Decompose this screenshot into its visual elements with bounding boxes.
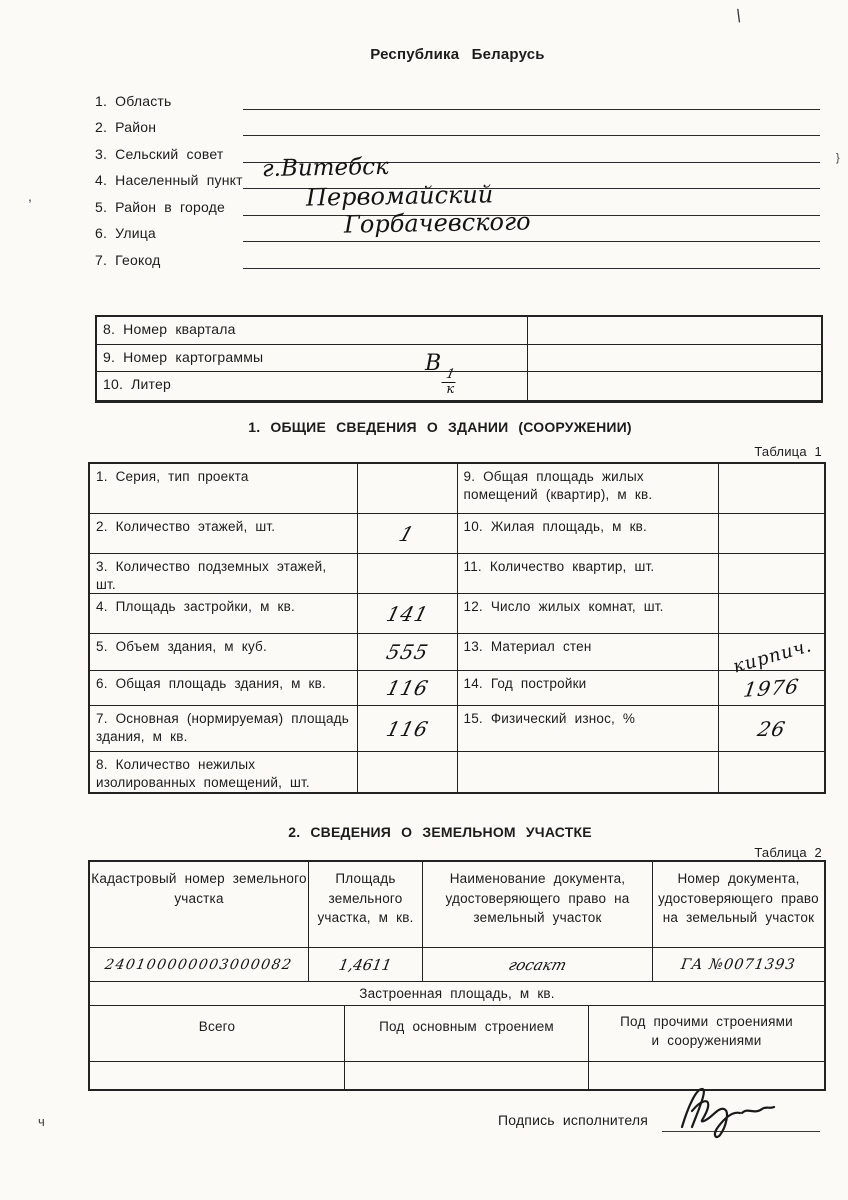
table-row: 2. Количество этажей, шт. 1 [90,514,457,554]
handwritten-cadastral-number: 240100000003000082 [103,956,295,973]
column-header: Кадастровый номер земельного участка [91,871,307,906]
executor-signature [668,1083,798,1141]
building-table-right-columns [457,464,825,792]
field-label: 6. Улица [95,225,156,241]
column-header: Наименование документа, удостоверяющего право на земельный участок [422,862,652,947]
fill-in-line [243,268,820,269]
table-row: 14. Год постройки 1976 [458,671,825,706]
land-table-header-row [90,862,824,948]
built-area-header-row [90,1006,824,1062]
field-selsovet [95,146,820,163]
fill-in-line [243,215,820,216]
building-table-left-columns [90,464,457,792]
scan-mark-right-edge: } [836,152,840,164]
table2-caption: Таблица 2 [754,845,822,860]
row-value [527,317,821,344]
table-row: 4. Площадь застройки, м кв. 141 [90,594,457,634]
table-row: 12. Число жилых комнат, шт. [458,594,825,634]
table-row: 5. Объем здания, м куб. 555 [90,634,457,671]
table-row [97,372,821,401]
field-label: 3. Сельский совет [95,146,224,162]
land-table-value-row [90,948,824,982]
section1-heading: 1. ОБЩИЕ СВЕДЕНИЯ О ЗДАНИИ (СООРУЖЕНИИ) [248,419,632,435]
handwritten-land-area: 1,4611 [337,955,394,974]
signature-label: Подпись исполнителя [498,1112,649,1128]
table-row [458,752,825,792]
field-label: 4. Населенный пункт [95,172,243,188]
land-plot-table [88,860,826,1091]
handwritten-document-number: ГА №0071393 [680,956,797,973]
row-label: 10. Литер [103,376,171,392]
scan-mark-left-edge: , [28,188,32,204]
field-label: 5. Район в городе [95,199,225,215]
table1-caption: Таблица 1 [754,444,822,459]
table-row: 7. Основная (нормируемая) площадь здания, м кв. 116 [90,706,457,752]
table-row: 8. Количество нежилых изолированных помещений, шт. [90,752,457,792]
page-title: Республика Беларусь [370,46,545,63]
row-value [527,345,821,371]
section2-heading: 2. СВЕДЕНИЯ О ЗЕМЕЛЬНОМ УЧАСТКЕ [288,824,592,840]
column-header: Всего [198,1019,236,1034]
fill-in-line [243,135,820,136]
scan-mark-bottom-left: ч [38,1114,45,1129]
handwritten-city-district: Первомайский [305,180,494,212]
fill-in-line [243,241,820,242]
table-row: 1. Серия, тип проекта [90,464,457,514]
table-row: 3. Количество подземных этажей, шт. [90,554,457,594]
fill-in-line [243,109,820,110]
column-header: Номер документа, удостоверяющего право на земельный участок [652,862,824,947]
handwritten-liter: В $\frac{1}{к}$ [425,351,457,396]
column-header: Под основным строением [344,1006,588,1061]
field-rayon [95,119,820,136]
field-label: 1. Область [95,93,172,109]
table-row: 13. Материал стен кирпич. [458,634,825,671]
table-row: 10. Жилая площадь, м кв. [458,514,825,554]
row-value [527,372,821,400]
building-info-table [88,462,826,794]
built-area-caption: Застроенная площадь, м кв. [90,982,824,1006]
scan-mark-top-right: \ [734,5,743,27]
field-label: 2. Район [95,119,157,135]
table-row [97,317,821,345]
handwritten-document-name: госакт [506,955,569,974]
table-row: 6. Общая площадь здания, м кв. 116 [90,671,457,706]
column-header: Площадь земельного участка, м кв. [308,862,422,947]
table-row [97,345,821,372]
row-label: 9. Номер картограммы [103,349,264,365]
field-oblast [95,93,820,110]
table-row: 11. Количество квартир, шт. [458,554,825,594]
column-header: Под прочими строениями и сооружениями [588,1006,824,1061]
quarter-table [95,315,823,403]
table-row: 15. Физический износ, % 26 [458,706,825,752]
field-label: 7. Геокод [95,252,161,268]
field-geokod [95,252,820,269]
handwritten-street: Горбачевского [343,207,531,239]
handwritten-city: г.Витебск [261,153,389,183]
table-row: 9. Общая площадь жилых помещений (квартир), м кв. [458,464,825,514]
row-label: 8. Номер квартала [103,321,236,337]
